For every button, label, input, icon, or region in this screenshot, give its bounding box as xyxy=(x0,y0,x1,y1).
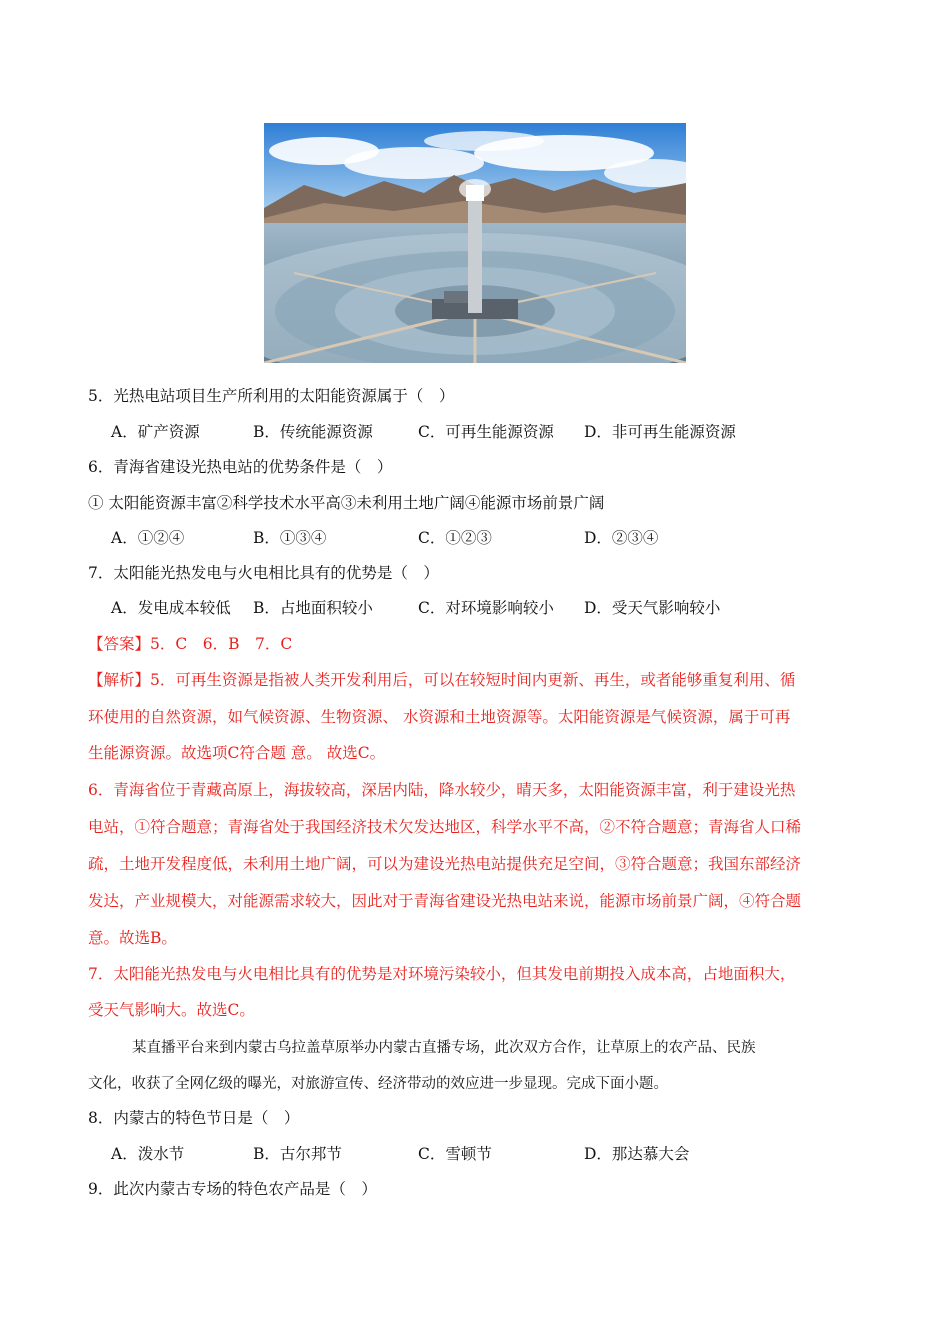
analysis-line: 【解析】5．可再生资源是指被人类开发利用后，可以在较短时间内更新、再生，或者能够重复利用、循 xyxy=(88,671,796,689)
question-6-option-d: D．②③④ xyxy=(584,529,659,547)
question-8-option-b: B．古尔邦节 xyxy=(253,1145,342,1163)
analysis-line: 电站，①符合题意；青海省处于我国经济技术欠发达地区，科学水平不高，②不符合题意；青海省人口稀 xyxy=(88,818,802,836)
question-6-option-c: C．①②③ xyxy=(418,529,492,547)
question-7-option-a: A．发电成本较低 xyxy=(111,599,231,617)
question-5-stem: 5．光热电站项目生产所利用的太阳能资源属于（ ） xyxy=(88,387,455,405)
question-6-stem: 6．青海省建设光热电站的优势条件是（ ） xyxy=(88,458,393,476)
analysis-line: 受天气影响大。故选C。 xyxy=(88,1001,255,1019)
analysis-line: 7．太阳能光热发电与火电相比具有的优势是对环境污染较小，但其发电前期投入成本高，占地面积大， xyxy=(88,965,796,983)
analysis-line: 6．青海省位于青藏高原上，海拔较高，深居内陆，降水较少，晴天多，太阳能资源丰富，利于建设光热 xyxy=(88,781,796,799)
analysis-line: 疏，土地开发程度低，未利用土地广阔，可以为建设光热电站提供充足空间，③符合题意；我国东部经济 xyxy=(88,855,802,873)
question-8-option-a: A．泼水节 xyxy=(111,1145,185,1163)
question-8-option-c: C．雪顿节 xyxy=(418,1145,492,1163)
analysis-line: 生能源资源。故选项C符合题 意。 故选C。 xyxy=(88,744,386,762)
solar-tower-photo xyxy=(264,123,686,363)
answer-key: 【答案】5．C 6．B 7．C xyxy=(88,635,293,653)
analysis-line: 发达，产业规模大，对能源需求较大，因此对于青海省建设光热电站来说，能源市场前景广阔，④符合题 xyxy=(88,892,802,910)
question-7-option-c: C．对环境影响较小 xyxy=(418,599,554,617)
question-6-option-b: B．①③④ xyxy=(253,529,327,547)
question-7-option-b: B．占地面积较小 xyxy=(253,599,373,617)
question-5-option-a: A．矿产资源 xyxy=(111,423,200,441)
passage-line: 文化，收获了全网亿级的曝光，对旅游宣传、经济带动的效应进一步显现。完成下面小题。 xyxy=(88,1076,668,1092)
passage-line: 某直播平台来到内蒙古乌拉盖草原举办内蒙古直播专场，此次双方合作，让草原上的农产品、民族 xyxy=(132,1040,756,1056)
question-9-stem: 9．此次内蒙古专场的特色农产品是（ ） xyxy=(88,1180,377,1198)
question-8-option-d: D．那达慕大会 xyxy=(584,1145,690,1163)
question-5-option-b: B．传统能源资源 xyxy=(253,423,373,441)
question-5-option-c: C．可再生能源资源 xyxy=(418,423,554,441)
question-6-conditions: ① 太阳能资源丰富②科学技术水平高③未利用土地广阔④能源市场前景广阔 xyxy=(88,494,605,512)
question-7-stem: 7．太阳能光热发电与火电相比具有的优势是（ ） xyxy=(88,564,439,582)
analysis-line: 意。故选B。 xyxy=(88,929,177,947)
analysis-line: 环使用的自然资源，如气候资源、生物资源、 水资源和土地资源等。太阳能资源是气候资源，属于可再 xyxy=(88,708,791,726)
question-6-option-a: A．①②④ xyxy=(111,529,185,547)
question-8-stem: 8．内蒙古的特色节日是（ ） xyxy=(88,1109,300,1127)
question-7-option-d: D．受天气影响较小 xyxy=(584,599,721,617)
question-5-option-d: D．非可再生能源资源 xyxy=(584,423,736,441)
